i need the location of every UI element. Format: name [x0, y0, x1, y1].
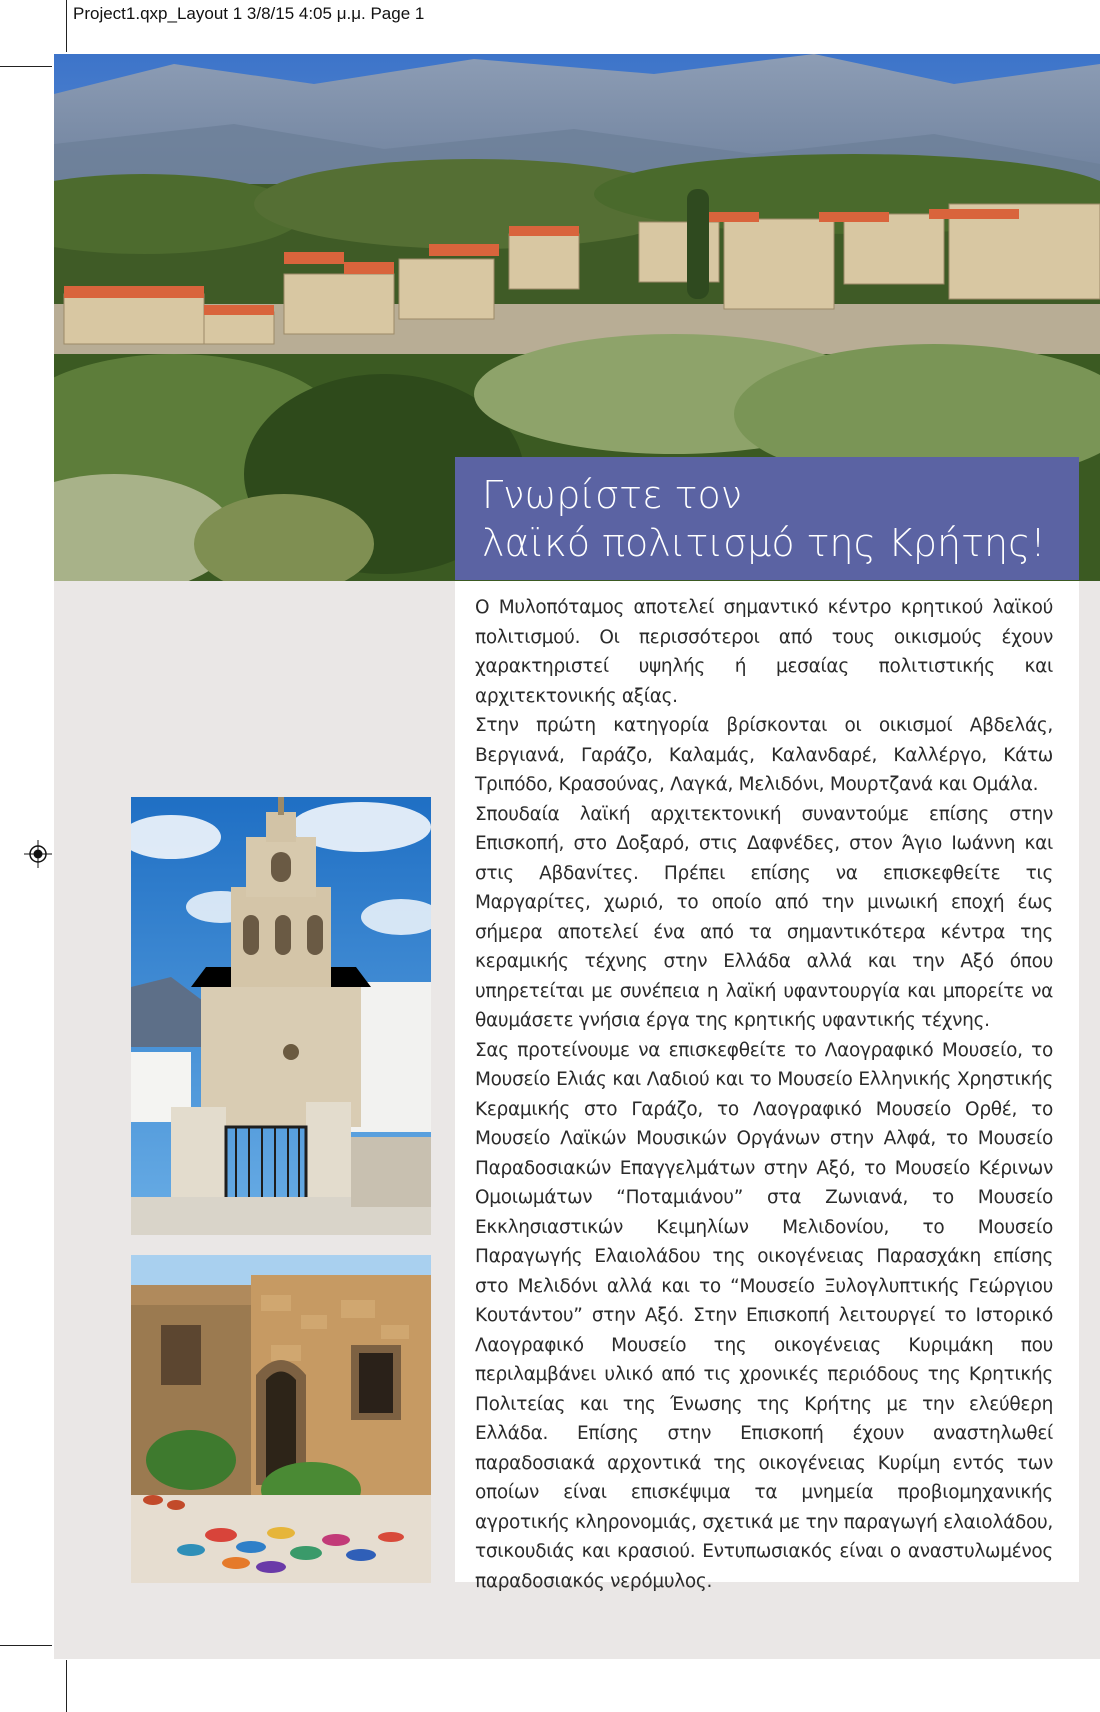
crop-mark-bottom: [66, 1660, 67, 1712]
title-band: [455, 457, 1079, 580]
crop-mark-top-left: [0, 66, 52, 67]
page-title-line-1: Γνωρίστε τον: [482, 473, 742, 517]
crop-mark-bottom-left: [0, 1645, 52, 1646]
crop-mark-top: [66, 0, 67, 52]
church-bell-tower-photo: [131, 797, 431, 1235]
page-title-line-2: λαϊκό πολιτισμό της Κρήτης!: [482, 521, 1046, 565]
print-slug: Project1.qxp_Layout 1 3/8/15 4:05 μ.μ. Page 1: [73, 4, 425, 23]
article-paragraph: Ο Μυλοπόταμος αποτελεί σημαντικό κέντρο κρητικού λαϊκού πολιτισμού. Οι περισσότεροι από τους οικισμούς έχουν χαρακτηριστεί υψηλής ή μεσαίας πολιτιστικής και αρχιτεκτονικής αξίας.: [475, 597, 1053, 707]
registration-mark-icon: [24, 840, 52, 868]
article-paragraph: Σας προτείνουμε να επισκεφθείτε το Λαογραφικό Μουσείο, το Μουσείο Ελιάς και Λαδιού και το Μουσείο Ελληνικής Χρηστικής Κεραμικής στο Γαράζο, το Λαογραφικό Μουσείο Ορθέ, το Μουσείο Λαϊκών Μουσικών Οργάνων στην Αλφά, το Μουσείο Παραδοσιακών Επαγγελμάτων στην Αξό, το Μουσείο Κέρινων Ομοιωμάτων “Ποταμιάνου” στα Ζωνιανά, το Μουσείο Εκκλησιαστικών Κειμηλίων Μελιδονίου, το Μουσείο Παραγωγής Ελαιολάδου της οικογένειας Παρασχάκη επίσης στο Μελιδόνι αλλά και το “Μουσείο Ξυλογλυπτικής Γεώργιου Κουτάντου” στην Αξό. Στην Επισκοπή λειτουργεί το Ιστορικό Λαογραφικό Μουσείο της οικογένειας Κυριμάκη που περιλαμβάνει υλικό από τις χρονικές περιόδους της Κρητικής Πολιτείας και της Ένωσης της Κρήτης με την ελεύθερη Ελλάδα. Επίσης στην Επισκοπή έχουν αναστηλωθεί παραδοσιακά αρχοντικά της οικογένειας Κυρίμη εντός των οποίων είναι επισκέψιμα τα μνημεία προβιομηχανικής αγροτικής κληρονομιάς, σχετικά με την παραγωγή ελαιολάδου, τσικουδιάς και κρασιού. Εντυπωσιακός είναι ο αναστυλωμένος παραδοσιακός νερόμυλος.: [475, 1039, 1053, 1592]
article-text-panel: [455, 581, 1079, 1592]
stone-house-pottery-photo: [131, 1255, 431, 1583]
article-paragraph: Στην πρώτη κατηγορία βρίσκονται οι οικισμοί Αβδελάς, Βεργιανά, Γαράζο, Καλαμάς, Καλανδαρέ, Καλλέργο, Κάτω Τριπόδο, Κρασούνας, Λαγκά, Μελιδόνι, Μουρτζανά και Ομάλα.: [475, 715, 1053, 795]
article-paragraph: Σπουδαία λαϊκή αρχιτεκτονική συναντούμε επίσης στην Επισκοπή, στο Δοξαρό, στις Δαφνέδες, στον Άγιο Ιωάννη και στις Αβδανίτες. Πρέπει επίσης να επισκεφθείτε τις Μαργαρίτες, χωριό, το οποίο από την μινωική εποχή έως σήμερα αποτελεί ένα από τα σημαντικότερα κέντρα της κεραμικής τέχνης στην Ελλάδα αλλά και την Αξό όπου υπηρετείται με συνέπεια η λαϊκή υφαντουργία και μπορείτε να θαυμάσετε γνήσια έργα της κρητικής υφαντικής τέχνης.: [475, 803, 1053, 1031]
